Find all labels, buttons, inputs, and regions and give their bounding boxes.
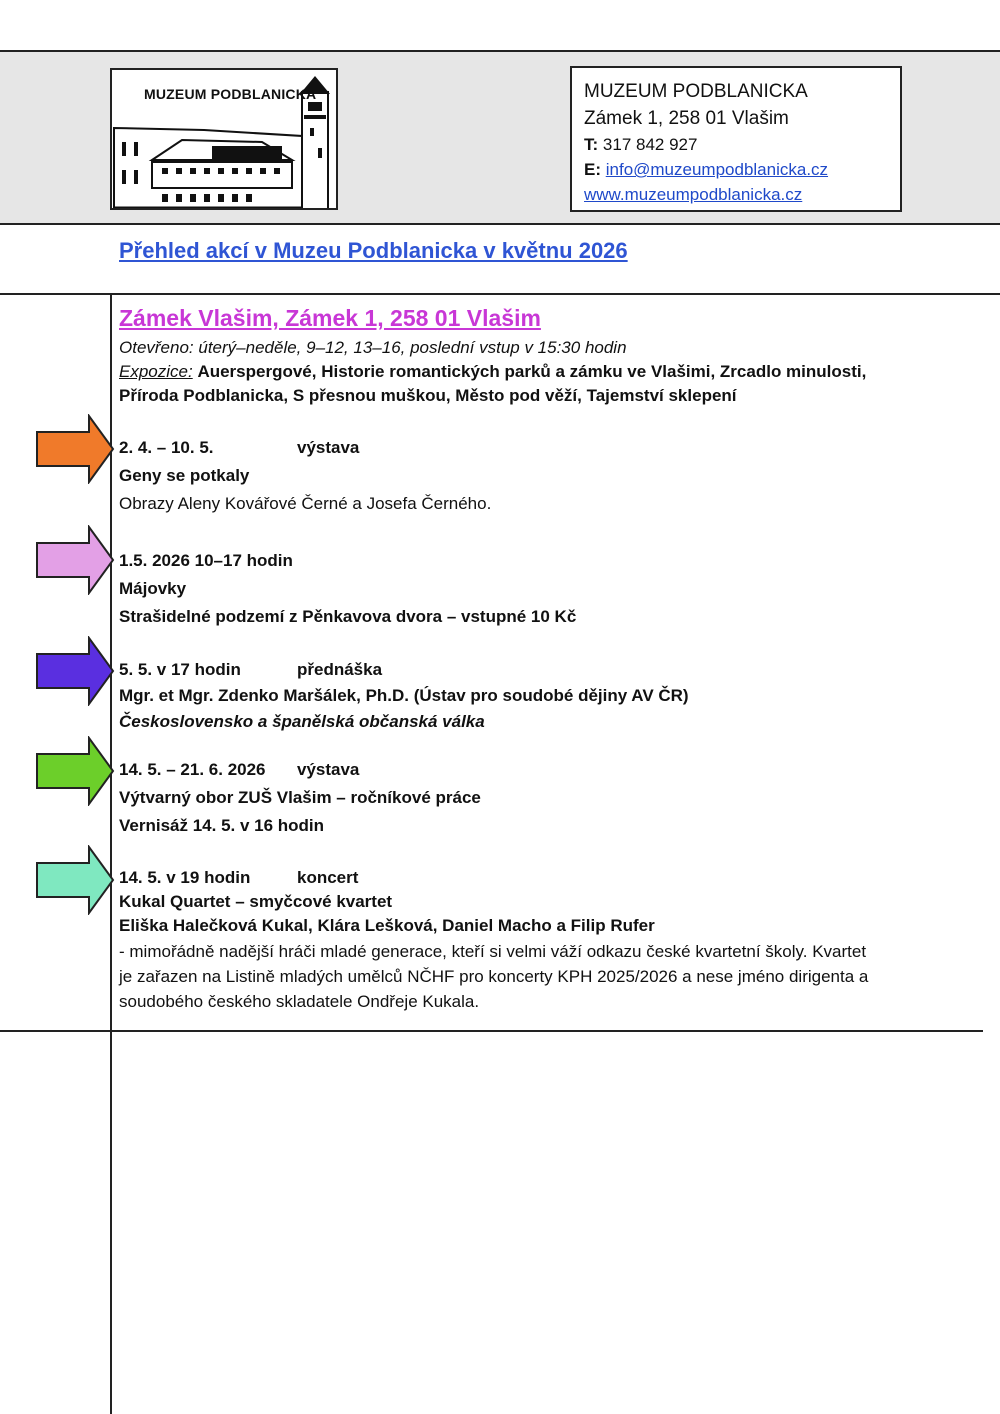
expo-list-1: Auerspergové, Historie romantických parků a zámku ve Vlašimi, Zrcadlo minulosti, [197,362,867,381]
phone-label: T: [584,135,599,154]
event-description: Obrazy Aleny Kovářové Černé a Josefa Černého. [119,494,492,513]
event-date: 5. 5. v 17 hodin [119,660,241,679]
contact-web-row [584,182,900,207]
contact-address: Zámek 1, 258 01 Vlašim [584,108,789,129]
event-description-2: je zařazen na Listině mladých umělců NČHF pro koncerty KPH 2025/2026 a nese jméno dirigenta a [119,967,869,986]
event-type: koncert [297,868,359,887]
expo-list-2: Příroda Podblanicka, S přesnou muškou, Město pod věží, Tajemství sklepení [119,386,737,405]
event-item [119,547,979,631]
event-description: Vernisáž 14. 5. v 16 hodin [119,816,325,835]
event-date: 2. 4. – 10. 5. [119,438,214,457]
venue-expo-row [119,360,979,384]
event-title: Kukal Quartet – smyčcové kvartet [119,892,393,911]
event-title: Výtvarný obor ZUŠ Vlašim – ročníkové práce [119,788,481,807]
divider-bottom [0,1030,983,1032]
event-date: 14. 5. – 21. 6. 2026 [119,760,266,779]
page-title: Přehled akcí v Muzeu Podblanicka v květnu 2026 [119,238,628,263]
arrow-icon [35,414,115,484]
event-title: Československo a španělská občanská válka [119,712,485,731]
contact-name: MUZEUM PODBLANICKA [584,81,808,102]
event-type: výstava [297,760,360,779]
event-item [119,657,979,735]
event-speaker: Mgr. et Mgr. Zdenko Maršálek, Ph.D. (Ústav pro soudobé dějiny AV ČR) [119,686,689,705]
event-type: výstava [297,438,360,457]
email-link[interactable]: info@muzeumpodblanicka.cz [605,160,829,179]
divider-top [0,293,1000,295]
event-performers: Eliška Halečková Kukal, Klára Lešková, Daniel Macho a Filip Rufer [119,916,655,935]
logo-text: MUZEUM PODBLANICKA [144,86,317,102]
event-item [119,434,979,518]
contact-phone-row [584,132,900,157]
event-title: Májovky [119,579,187,598]
email-label: E: [584,160,601,179]
venue-hours: Otevřeno: úterý–neděle, 9–12, 13–16, poslední vstup v 15:30 hodin [119,338,627,357]
venue-section [119,302,979,408]
event-type: přednáška [297,660,383,679]
event-description-1: - mimořádně nadější hráči mladé generace, kteří si velmi váží odkazu české kvartetní školy. Kvartet [119,942,867,961]
event-item [119,865,979,1014]
phone-number: 317 842 927 [602,135,698,154]
arrow-icon [35,525,115,595]
museum-logo [110,68,338,210]
event-description-3: soudobého českého skladatele Ondřeje Kukala. [119,992,480,1011]
contact-box [570,66,902,212]
arrow-icon [35,636,115,706]
event-date: 1.5. 2026 10–17 hodin [119,551,293,570]
contact-email-row [584,157,900,182]
web-link[interactable]: www.muzeumpodblanicka.cz [584,185,803,204]
event-item [119,756,979,840]
venue-title: Zámek Vlašim, Zámek 1, 258 01 Vlašim [119,305,541,331]
arrow-icon [35,845,115,915]
event-title: Geny se potkaly [119,466,250,485]
event-date: 14. 5. v 19 hodin [119,868,251,887]
arrow-icon [35,736,115,806]
event-description: Strašidelné podzemí z Pěnkavova dvora – vstupné 10 Kč [119,607,577,626]
expo-label: Expozice: [119,362,193,381]
